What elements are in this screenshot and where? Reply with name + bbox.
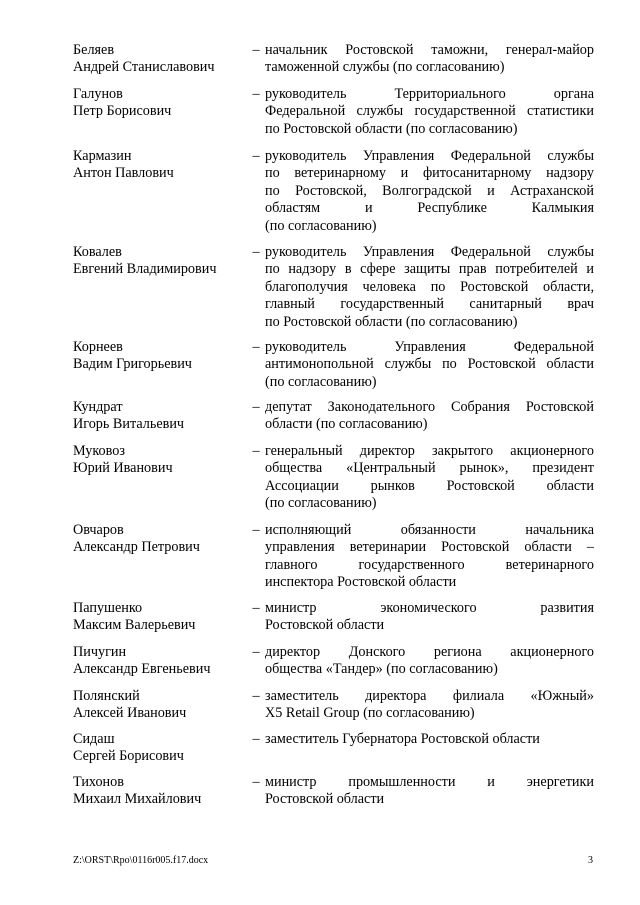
member-surname: Корнеев bbox=[73, 339, 123, 355]
position-line: главного государственного ветеринарного bbox=[265, 556, 594, 573]
member-name bbox=[73, 731, 253, 766]
member-position bbox=[265, 731, 594, 748]
position-line: X5 Retail Group (по согласованию) bbox=[265, 705, 475, 722]
member-given-names: Максим Валерьевич bbox=[73, 617, 196, 634]
position-line: генеральный директор закрытого акционерного bbox=[265, 443, 594, 459]
member-surname: Галунов bbox=[73, 86, 123, 102]
member-position bbox=[265, 522, 594, 592]
dash-separator: – bbox=[252, 42, 260, 58]
member-position bbox=[265, 86, 594, 138]
footer-file-path: Z:\ORST\Rpo\0116r005.f17.docx bbox=[73, 855, 209, 866]
member-name bbox=[73, 443, 253, 478]
member-position bbox=[265, 688, 594, 723]
position-line: благополучия человека по Ростовской области, bbox=[265, 278, 594, 295]
position-line: министр экономического развития bbox=[265, 600, 594, 616]
member-name bbox=[73, 600, 253, 635]
dash-separator: – bbox=[252, 522, 260, 538]
member-surname: Папушенко bbox=[73, 600, 143, 616]
position-line: Федеральной службы государственной статистики bbox=[265, 103, 594, 120]
footer-page-number: 3 bbox=[588, 855, 593, 866]
member-surname: Тихонов bbox=[73, 774, 124, 790]
member-position bbox=[265, 399, 594, 434]
position-line: Ростовской области bbox=[265, 791, 385, 808]
dash-separator: – bbox=[252, 399, 260, 415]
dash-separator: – bbox=[252, 148, 260, 164]
member-name bbox=[73, 644, 253, 679]
dash-separator: – bbox=[252, 600, 260, 616]
member-given-names: Игорь Витальевич bbox=[73, 416, 185, 433]
position-line: антимонопольной службы по Ростовской области bbox=[265, 356, 594, 373]
member-name bbox=[73, 244, 253, 279]
dash-separator: – bbox=[252, 339, 260, 355]
member-given-names: Юрий Иванович bbox=[73, 460, 173, 477]
position-line: руководитель Управления Федеральной службы bbox=[265, 148, 594, 164]
dash-separator: – bbox=[252, 774, 260, 790]
position-line: директор Донского региона акционерного bbox=[265, 644, 594, 660]
dash-separator: – bbox=[252, 644, 260, 660]
position-line: по ветеринарному и фитосанитарному надзору bbox=[265, 165, 594, 182]
position-line: по Ростовской, Волгоградской и Астраханской bbox=[265, 182, 594, 199]
dash-separator: – bbox=[252, 443, 260, 459]
position-line: общества «Тандер» (по согласованию) bbox=[265, 661, 498, 678]
member-name bbox=[73, 148, 253, 183]
member-position bbox=[265, 148, 594, 235]
member-given-names: Сергей Борисович bbox=[73, 748, 184, 765]
position-line: инспектора Ростовской области bbox=[265, 574, 457, 591]
position-line: Ассоциации рынков Ростовской области bbox=[265, 477, 594, 494]
member-name bbox=[73, 399, 253, 434]
position-line: министр промышленности и энергетики bbox=[265, 774, 594, 790]
member-position bbox=[265, 600, 594, 635]
position-line: главный государственный санитарный врач bbox=[265, 296, 594, 313]
member-name bbox=[73, 86, 253, 121]
position-line: Ростовской области bbox=[265, 617, 385, 634]
member-position bbox=[265, 774, 594, 809]
position-line: управления ветеринарии Ростовской области – bbox=[265, 539, 594, 556]
member-surname: Полянский bbox=[73, 688, 140, 704]
member-surname: Муковоз bbox=[73, 443, 125, 459]
position-line: руководитель Управления Федеральной службы bbox=[265, 244, 594, 260]
member-position bbox=[265, 443, 594, 513]
member-name bbox=[73, 688, 253, 723]
position-line: заместитель Губернатора Ростовской области bbox=[265, 731, 540, 747]
member-surname: Пичугин bbox=[73, 644, 127, 660]
member-name bbox=[73, 339, 253, 374]
member-position bbox=[265, 644, 594, 679]
position-line: общества «Центральный рынок», президент bbox=[265, 460, 594, 477]
member-given-names: Алексей Иванович bbox=[73, 705, 187, 722]
member-given-names: Андрей Станиславович bbox=[73, 59, 215, 76]
member-given-names: Александр Евгеньевич bbox=[73, 661, 211, 678]
position-line: руководитель Управления Федеральной bbox=[265, 339, 594, 355]
position-line: (по согласованию) bbox=[265, 495, 377, 512]
position-line: таможенной службы (по согласованию) bbox=[265, 59, 505, 76]
member-surname: Сидаш bbox=[73, 731, 115, 747]
position-line: руководитель Территориального органа bbox=[265, 86, 594, 102]
dash-separator: – bbox=[252, 688, 260, 704]
member-position bbox=[265, 244, 594, 331]
member-surname: Кундрат bbox=[73, 399, 123, 415]
member-given-names: Антон Павлович bbox=[73, 165, 174, 182]
member-given-names: Евгений Владимирович bbox=[73, 261, 217, 278]
member-surname: Кармазин bbox=[73, 148, 132, 164]
member-name bbox=[73, 774, 253, 809]
member-given-names: Михаил Михайлович bbox=[73, 791, 202, 808]
dash-separator: – bbox=[252, 86, 260, 102]
member-surname: Ковалев bbox=[73, 244, 122, 260]
member-given-names: Вадим Григорьевич bbox=[73, 356, 192, 373]
member-given-names: Александр Петрович bbox=[73, 539, 200, 556]
position-line: областям и Республике Калмыкия bbox=[265, 200, 594, 217]
member-position bbox=[265, 42, 594, 77]
member-given-names: Петр Борисович bbox=[73, 103, 172, 120]
position-line: (по согласованию) bbox=[265, 217, 377, 234]
position-line: по Ростовской области (по согласованию) bbox=[265, 313, 518, 330]
dash-separator: – bbox=[252, 731, 260, 747]
position-line: (по согласованию) bbox=[265, 373, 377, 390]
member-name bbox=[73, 522, 253, 557]
dash-separator: – bbox=[252, 244, 260, 260]
member-surname: Беляев bbox=[73, 42, 115, 58]
member-name bbox=[73, 42, 253, 77]
member-position bbox=[265, 339, 594, 391]
position-line: депутат Законодательного Собрания Ростовской bbox=[265, 399, 594, 415]
position-line: области (по согласованию) bbox=[265, 416, 428, 433]
position-line: начальник Ростовской таможни, генерал-майор bbox=[265, 42, 594, 58]
position-line: по Ростовской области (по согласованию) bbox=[265, 120, 518, 137]
position-line: заместитель директора филиала «Южный» bbox=[265, 688, 594, 704]
position-line: по надзору в сфере защиты прав потребителей и bbox=[265, 261, 594, 278]
member-surname: Овчаров bbox=[73, 522, 124, 538]
position-line: исполняющий обязанности начальника bbox=[265, 522, 594, 538]
